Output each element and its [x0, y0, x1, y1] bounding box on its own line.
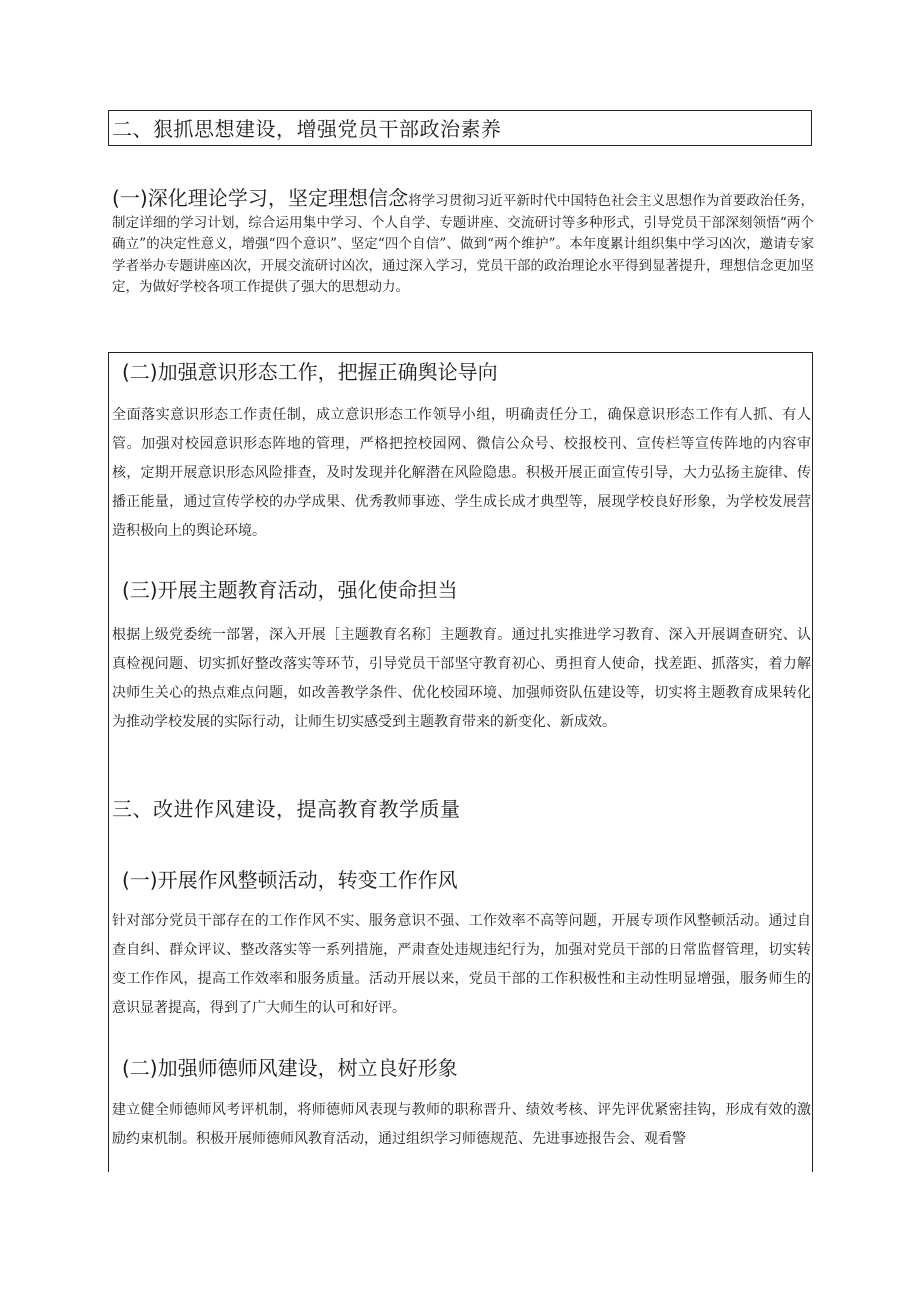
section-3-2-heading: (二)加强师德师风建设，树立良好形象 [122, 1056, 458, 1080]
section-2-1-paragraph [112, 188, 814, 299]
section-2-2-heading: (二)加强意识形态工作，把握正确舆论导向 [122, 360, 498, 384]
section-2-1-heading: (一)深化理论学习，坚定理想信念 [112, 186, 409, 210]
section-2-1-text: 将学习贯彻习近平新时代中国特色社会主义思想作为首要政治任务，制定详细的学习计划，综合运用集中学习、个人自学、专题讲座、交流研讨等多种形式，引导党员干部深刻领悟“两个确立”的决定性意义，增强“四个意识”、坚定“四个自信”、做到“两个维护”。本年度累计组织集中学习凶次，邀请专家学者举办专题讲座凶次，开展交流研讨凶次，通过深入学习，党员干部的政治理论水平得到显著提升，理想信念更加坚定，为做好学校各项工作提供了强大的思想动力。 [112, 193, 815, 295]
section-2-2-text: 全面落实意识形态工作责任制，成立意识形态工作领导小组，明确责任分工，确保意识形态工作有人抓、有人管。加强对校园意识形态阵地的管理，严格把控校园网、微信公众号、校报校刊、宣传栏等宣传阵地的内容审核，定期开展意识形态风险排查，及时发现并化解潜在风险隐患。积极开展正面宣传引导，大力弘扬主旋律、传播正能量，通过宣传学校的办学成果、优秀教师事迹、学生成长成才典型等，展现学校良好形象，为学校发展营造积极向上的舆论环境。 [112, 407, 811, 539]
section-3-1-text: 针对部分党员干部存在的工作作风不实、服务意识不强、工作效率不高等问题，开展专项作风整顿活动。通过自查自纠、群众评议、整改落实等一系列措施，严肃查处违规违纪行为，加强对党员干部的日常监督管理，切实转变工作作风，提高工作效率和服务质量。活动开展以来，党员干部的工作积极性和主动性明显增强，服务师生的意识显著提高，得到了广大师生的认可和好评。 [112, 913, 811, 1016]
section-2-3-heading: (三)开展主题教育活动，强化使命担当 [122, 578, 458, 602]
section-3-2-text: 建立健全师德师风考评机制，将师德师风表现与教师的职称晋升、绩效考核、评先评优紧密挂钩，形成有效的激励约束机制。积极开展师德师风教育活动，通过组织学习师德规范、先进事迹报告会、观看警 [112, 1102, 811, 1147]
section-3-heading: 三、改进作风建设，提高教育教学质量 [112, 797, 461, 821]
section-3-1-heading: (一)开展作风整顿活动，转变工作作风 [122, 868, 458, 892]
section-2-heading: 二、狠抓思想建设，增强党员干部政治素养 [112, 117, 502, 141]
section-2-3-text: 根据上级党委统一部署，深入开展［主题教育名称］主题教育。通过扎实推进学习教育、深入开展调查研究、认真检视问题、切实抓好整改落实等环节，引导党员干部坚守教育初心、勇担育人使命，找差距、抓落实，着力解决师生关心的热点难点问题，如改善教学条件、优化校园环境、加强师资队伍建设等，切实将主题教育成果转化为推动学校发展的实际行动，让师生切实感受到主题教育带来的新变化、新成效。 [112, 627, 811, 730]
